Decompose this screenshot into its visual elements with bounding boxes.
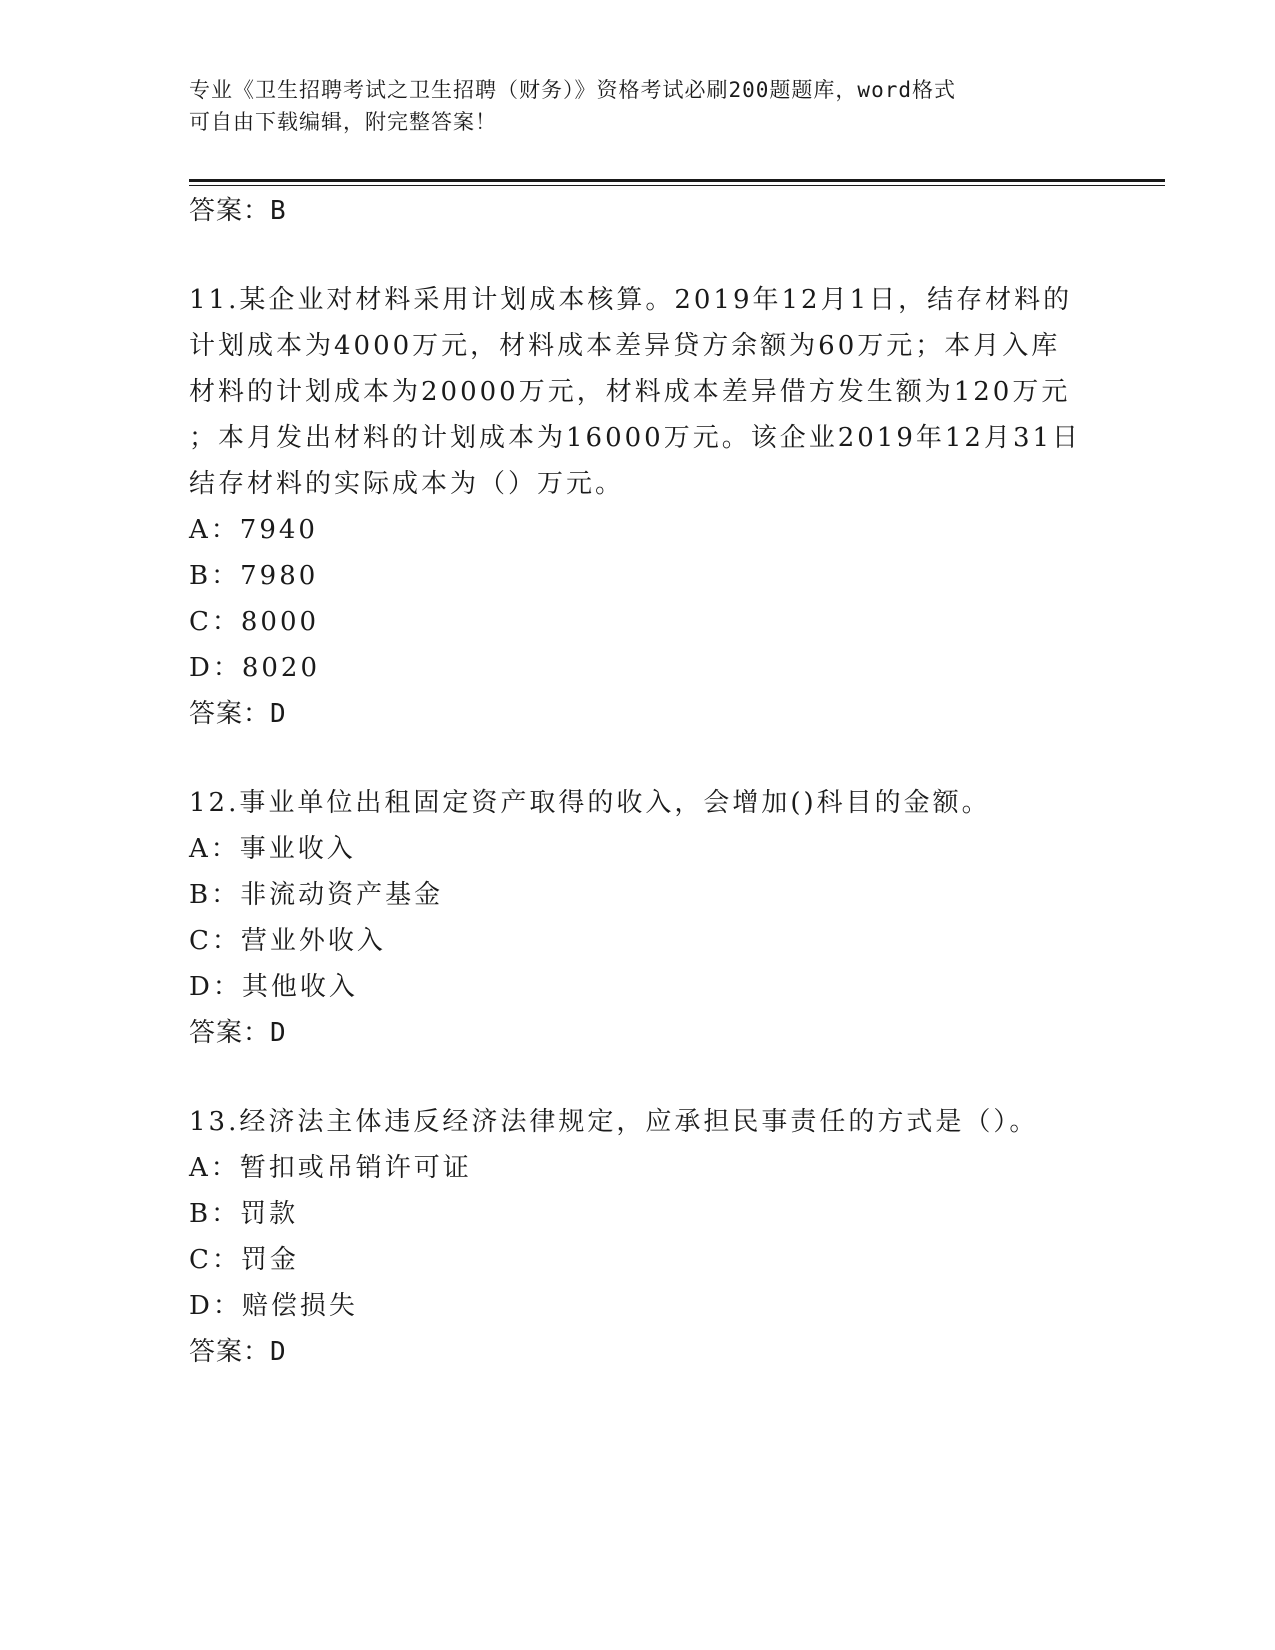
header-line-1: 专业《卫生招聘考试之卫生招聘（财务）》资格考试必刷200题题库，word格式: [189, 78, 956, 102]
document-header: [189, 74, 1079, 138]
question-text-line: 计划成本为4000万元，材料成本差异贷方余额为60万元；本月入库: [189, 331, 1061, 361]
option-a: A：7940: [189, 515, 318, 545]
question-text-line: 材料的计划成本为20000万元，材料成本差异借方发生额为120万元: [189, 377, 1071, 407]
question-13: [189, 1099, 1089, 1375]
previous-answer: 答案：B: [189, 196, 287, 226]
option-c: C：罚金: [189, 1245, 299, 1275]
option-b: B：罚款: [189, 1199, 299, 1229]
option-b: B：7980: [189, 561, 319, 591]
document-body: [189, 188, 1089, 1375]
option-b: B：非流动资产基金: [189, 880, 444, 910]
option-a: A：事业收入: [189, 834, 356, 864]
question-text-line: 13.经济法主体违反经济法律规定，应承担民事责任的方式是（）。: [189, 1107, 1039, 1137]
header-divider-thin: [189, 185, 1165, 186]
option-d: D：其他收入: [189, 972, 358, 1002]
answer: 答案：D: [189, 1018, 287, 1048]
answer: 答案：D: [189, 699, 287, 729]
question-text-line: 结存材料的实际成本为（）万元。: [189, 469, 625, 499]
question-12: [189, 780, 1089, 1056]
header-line-2: 可自由下载编辑，附完整答案！: [189, 110, 497, 134]
header-divider-thick: [189, 179, 1165, 182]
option-a: A：暂扣或吊销许可证: [189, 1153, 472, 1183]
option-c: C：8000: [189, 607, 320, 637]
question-text-line: 12.事业单位出租固定资产取得的收入，会增加()科目的金额。: [189, 788, 991, 818]
question-11: [189, 277, 1089, 737]
question-text-line: ；本月发出材料的计划成本为16000万元。该企业2019年12月31日: [189, 423, 1082, 453]
option-c: C：营业外收入: [189, 926, 386, 956]
option-d: D：8020: [189, 653, 321, 683]
answer: 答案：D: [189, 1337, 287, 1367]
option-d: D：赔偿损失: [189, 1291, 358, 1321]
question-text-line: 11.某企业对材料采用计划成本核算。2019年12月1日，结存材料的: [189, 285, 1073, 315]
